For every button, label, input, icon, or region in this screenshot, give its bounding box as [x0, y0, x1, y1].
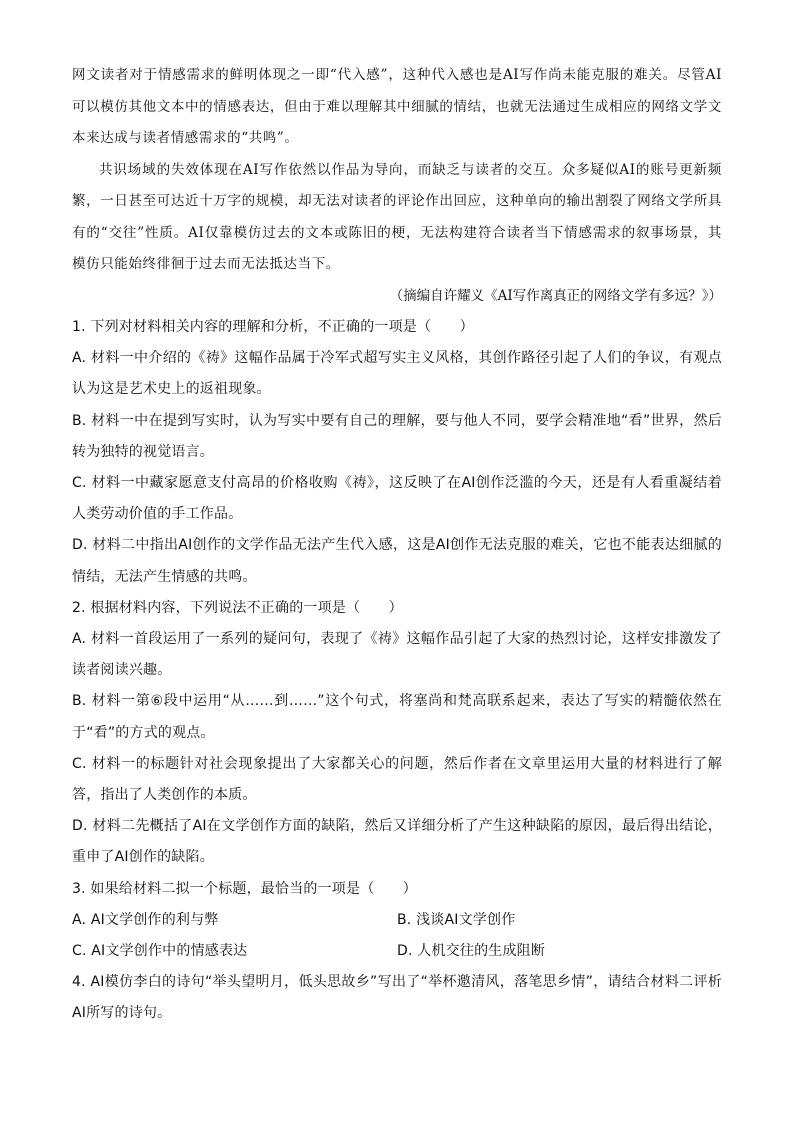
- question-1-option-c: C. 材料一中藏家愿意支付高昂的价格收购《祷》，这反映了在AI创作泛滥的今天，还是有人看重凝结着人类劳动价值的手工作品。: [72, 475, 722, 523]
- question-1: [72, 312, 722, 593]
- question-3-stem: 3. 如果给材料二拟一个标题，最恰当的一项是（ ）: [72, 880, 418, 897]
- question-1-option-a: A. 材料一中介绍的《祷》这幅作品属于冷军式超写实主义风格，其创作路径引起了人们的争议，有观点认为这是艺术史上的返祖现象。: [72, 350, 722, 398]
- question-2-option-d: D. 材料二先概括了AI在文学创作方面的缺陷，然后又详细分析了产生这种缺陷的原因，最后得出结论，重申了AI创作的缺陷。: [72, 818, 722, 866]
- question-list: [72, 312, 722, 1030]
- question-3-options-row-1: [72, 905, 722, 936]
- question-2-stem: 2. 根据材料内容，下列说法不正确的一项是（ ）: [72, 599, 403, 616]
- reading-passage: [72, 60, 722, 281]
- question-1-option-d: D. 材料二中指出AI创作的文学作品无法产生代入感，这是AI创作无法克服的难关，它也不能表达细腻的情结，无法产生情感的共鸣。: [72, 537, 722, 585]
- question-3-option-c: C. AI文学创作中的情感表达: [72, 943, 248, 960]
- question-1-option-b: B. 材料一中在提到写实时，认为写实中要有自己的理解，要与他人不同，要学会精准地“看”世界，然后转为独特的视觉语言。: [72, 412, 722, 460]
- passage-paragraph-1: 网文读者对于情感需求的鲜明体现之一即“代入感”，这种代入感也是AI写作尚未能克服的难关。尽管AI可以模仿其他文本中的情感表达，但由于难以理解其中细腻的情结，也就无法通过生成相应的网络文学文本来达成与读者情感需求的“共鸣”。: [72, 67, 722, 146]
- question-2-option-b: B. 材料一第⑥段中运用“从……到……”这个句式，将塞尚和梵高联系起来，表达了写实的精髓依然在于“看”的方式的观点。: [72, 693, 722, 741]
- question-3: [72, 874, 722, 968]
- question-2-option-c: C. 材料一的标题针对社会现象提出了大家都关心的问题，然后作者在文章里运用大量的材料进行了解答，指出了人类创作的本质。: [72, 755, 722, 804]
- question-2-option-a: A. 材料一首段运用了一系列的疑问句，表现了《祷》这幅作品引起了大家的热烈讨论，这样安排激发了读者阅读兴趣。: [72, 631, 722, 679]
- question-3-option-b: B. 浅谈AI文学创作: [397, 911, 516, 928]
- question-1-stem: 1. 下列对材料相关内容的理解和分析，不正确的一项是（ ）: [72, 319, 474, 335]
- passage-source: （摘编自许耀义《AI写作离真正的网络文学有多远？》）: [389, 288, 722, 304]
- question-2: [72, 593, 722, 874]
- question-3-option-a: A. AI文学创作的利与弊: [72, 911, 219, 928]
- question-3-options-row-2: [72, 936, 722, 967]
- question-4-stem: 4. AI模仿李白的诗句“举头望明月，低头思故乡”写出了“举杯邀清风，落笔思乡情”，请结合材料二评析AI所写的诗句。: [72, 974, 722, 1022]
- question-3-option-d: D. 人机交往的生成阻断: [397, 943, 546, 960]
- passage-paragraph-2: 共识场域的失效体现在AI写作依然以作品为导向，而缺乏与读者的交互。众多疑似AI的账号更新频繁，一日甚至可达近十万字的规模，却无法对读者的评论作出回应，这种单向的输出割裂了网络文学所具有的“交往”性质。AI仅靠模仿过去的文本或陈旧的梗，无法构建符合读者当下情感需求的叙事场景，其模仿只能始终徘徊于过去而无法抵达当下。: [72, 161, 722, 272]
- question-4: [72, 967, 722, 1029]
